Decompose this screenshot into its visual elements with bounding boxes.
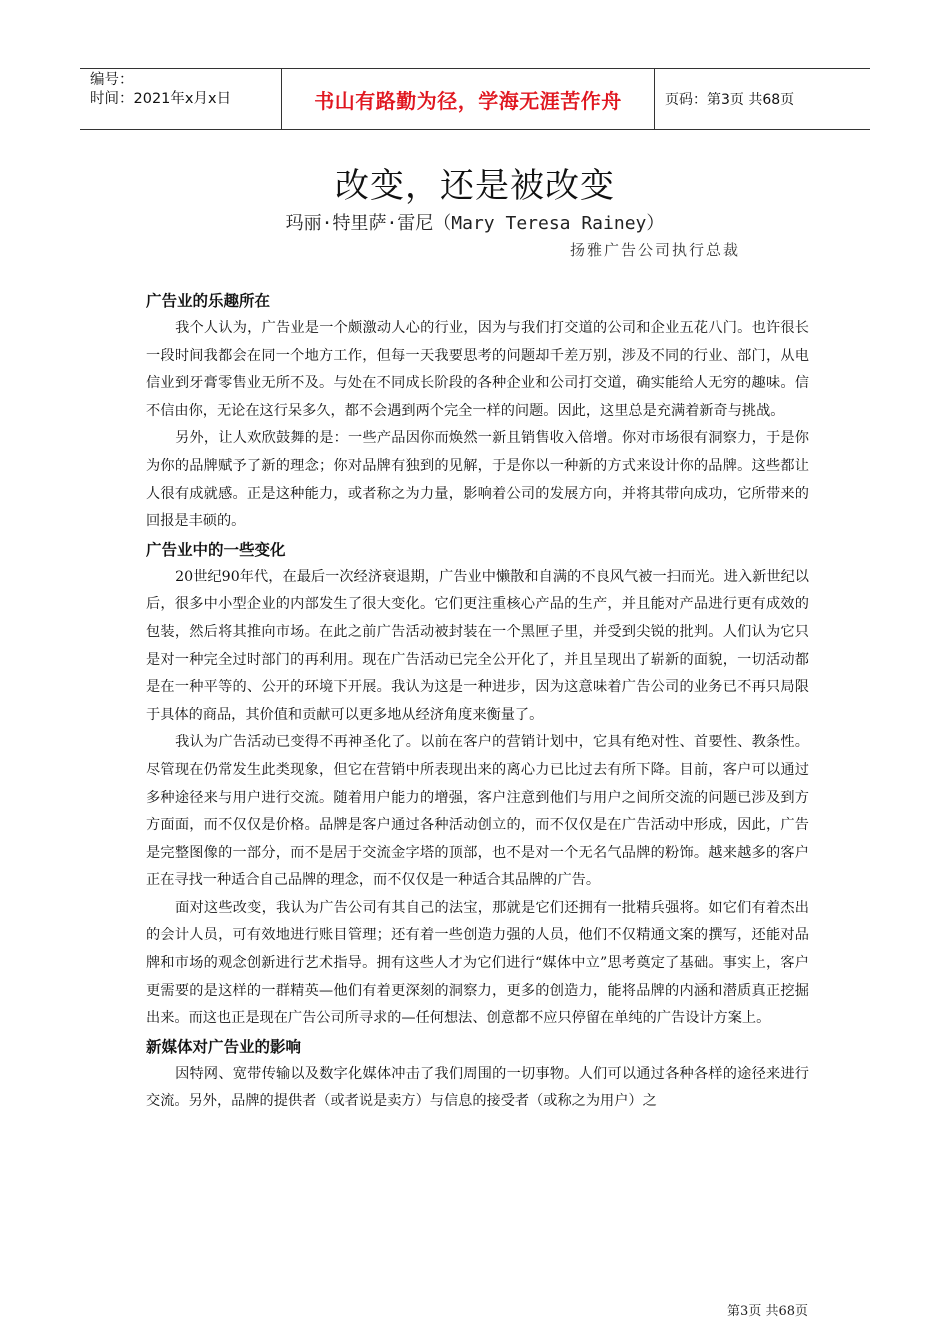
- paragraph: 我个人认为，广告业是一个颇激动人心的行业，因为与我们打交道的公司和企业五花八门。也许很长一段时间我都会在同一个地方工作，但每一天我要思考的问题却千差万别，涉及不同的行业、部门，从电信业到牙膏零售业无所不及。与处在不同成长阶段的各种企业和公司打交道，确实能给人无穷的趣味。信不信由你，无论在这行呆多久，都不会遇到两个完全一样的问题。因此，这里总是充满着新奇与挑战。: [146, 320, 809, 419]
- section-new-media: [146, 1033, 809, 1116]
- paragraph: 我认为广告活动已变得不再神圣化了。以前在客户的营销计划中，它具有绝对性、首要性、教条性。尽管现在仍常发生此类现象，但它在营销中所表现出来的离心力已比过去有所下降。目前，客户可以通过多种途径来与用户进行交流。随着用户能力的增强，客户注意到他们与用户之间所交流的问题已涉及到方方面面，而不仅仅是价格。品牌是客户通过各种活动创立的，而不仅仅是在广告活动中形成，因此，广告是完整图像的一部分，而不是居于交流金字塔的顶部，也不是对一个无名气品牌的粉饰。越来越多的客户正在寻找一种适合自己品牌的理念，而不仅仅是一种适合其品牌的广告。: [146, 734, 809, 889]
- section-heading: 新媒体对广告业的影响: [146, 1036, 302, 1056]
- header-motto: 书山有路勤为径，学海无涯苦作舟: [281, 69, 655, 129]
- section-fun: [146, 287, 809, 536]
- page-footer: 第3页 共68页: [727, 1304, 808, 1319]
- paragraph: 另外，让人欢欣鼓舞的是：一些产品因你而焕然一新且销售收入倍增。你对市场很有洞察力，于是你为你的品牌赋予了新的理念；你对品牌有独到的见解，于是你以一种新的方式来设计你的品牌。这些都让人很有成就感。正是这种能力，或者称之为力量，影响着公司的发展方向，并将其带向成功，它所带来的回报是丰硕的。: [146, 430, 809, 530]
- page-header: [80, 68, 870, 130]
- section-heading: 广告业中的一些变化: [146, 539, 286, 559]
- header-page-info: 页码：第3页 共68页: [665, 92, 795, 108]
- article-title: 改变，还是被改变: [335, 166, 615, 206]
- section-changes: [146, 536, 809, 1033]
- section-heading: 广告业的乐趣所在: [146, 291, 271, 310]
- header-meta: [90, 71, 280, 127]
- document-date-label: 时间：2021年x月x日: [90, 91, 232, 107]
- article-author: 玛丽·特里萨·雷尼（Mary Teresa Rainey）: [285, 213, 665, 234]
- paragraph: 面对这些改变，我认为广告公司有其自己的法宝，那就是它们还拥有一批精兵强将。如它们有着杰出的会计人员，可有效地进行账目管理；还有着一些创造力强的人员，他们不仅精通文案的撰写，还能对品牌和市场的观念创新进行艺术指导。拥有这些人才为它们进行“媒体中立”思考奠定了基础。事实上，客户更需要的是这样的一群精英—他们有着更深刻的洞察力，更多的创造力，能将品牌的内涵和潜质真正挖掘出来。而这也正是现在广告公司所寻求的—任何想法、创意都不应只停留在单纯的广告设计方案上。: [146, 899, 809, 1027]
- article-body: [146, 287, 809, 1116]
- paragraph: 20世纪90年代，在最后一次经济衰退期，广告业中懒散和自满的不良风气被一扫而光。进入新世纪以后，很多中小型企业的内部发生了很大变化。它们更注重核心产品的生产，并且能对产品进行更有成效的包装，然后将其推向市场。在此之前广告活动被封装在一个黑匣子里，并受到尖锐的批判。人们认为它只是对一种完全过时部门的再利用。现在广告活动已完全公开化了，并且呈现出了崭新的面貌，一切活动都是在一种平等的、公开的环境下开展。我认为这是一种进步，因为这意味着广告公司的业务已不再只局限于具体的商品，其价值和贡献可以更多地从经济角度来衡量了。: [146, 568, 809, 723]
- author-position: 扬雅广告公司执行总裁: [570, 241, 741, 259]
- document-number-label: 编号：: [90, 72, 134, 88]
- paragraph: 因特网、宽带传输以及数字化媒体冲击了我们周围的一切事物。人们可以通过各种各样的途径来进行交流。另外，品牌的提供者（或者说是卖方）与信息的接受者（或称之为用户）之: [146, 1065, 809, 1110]
